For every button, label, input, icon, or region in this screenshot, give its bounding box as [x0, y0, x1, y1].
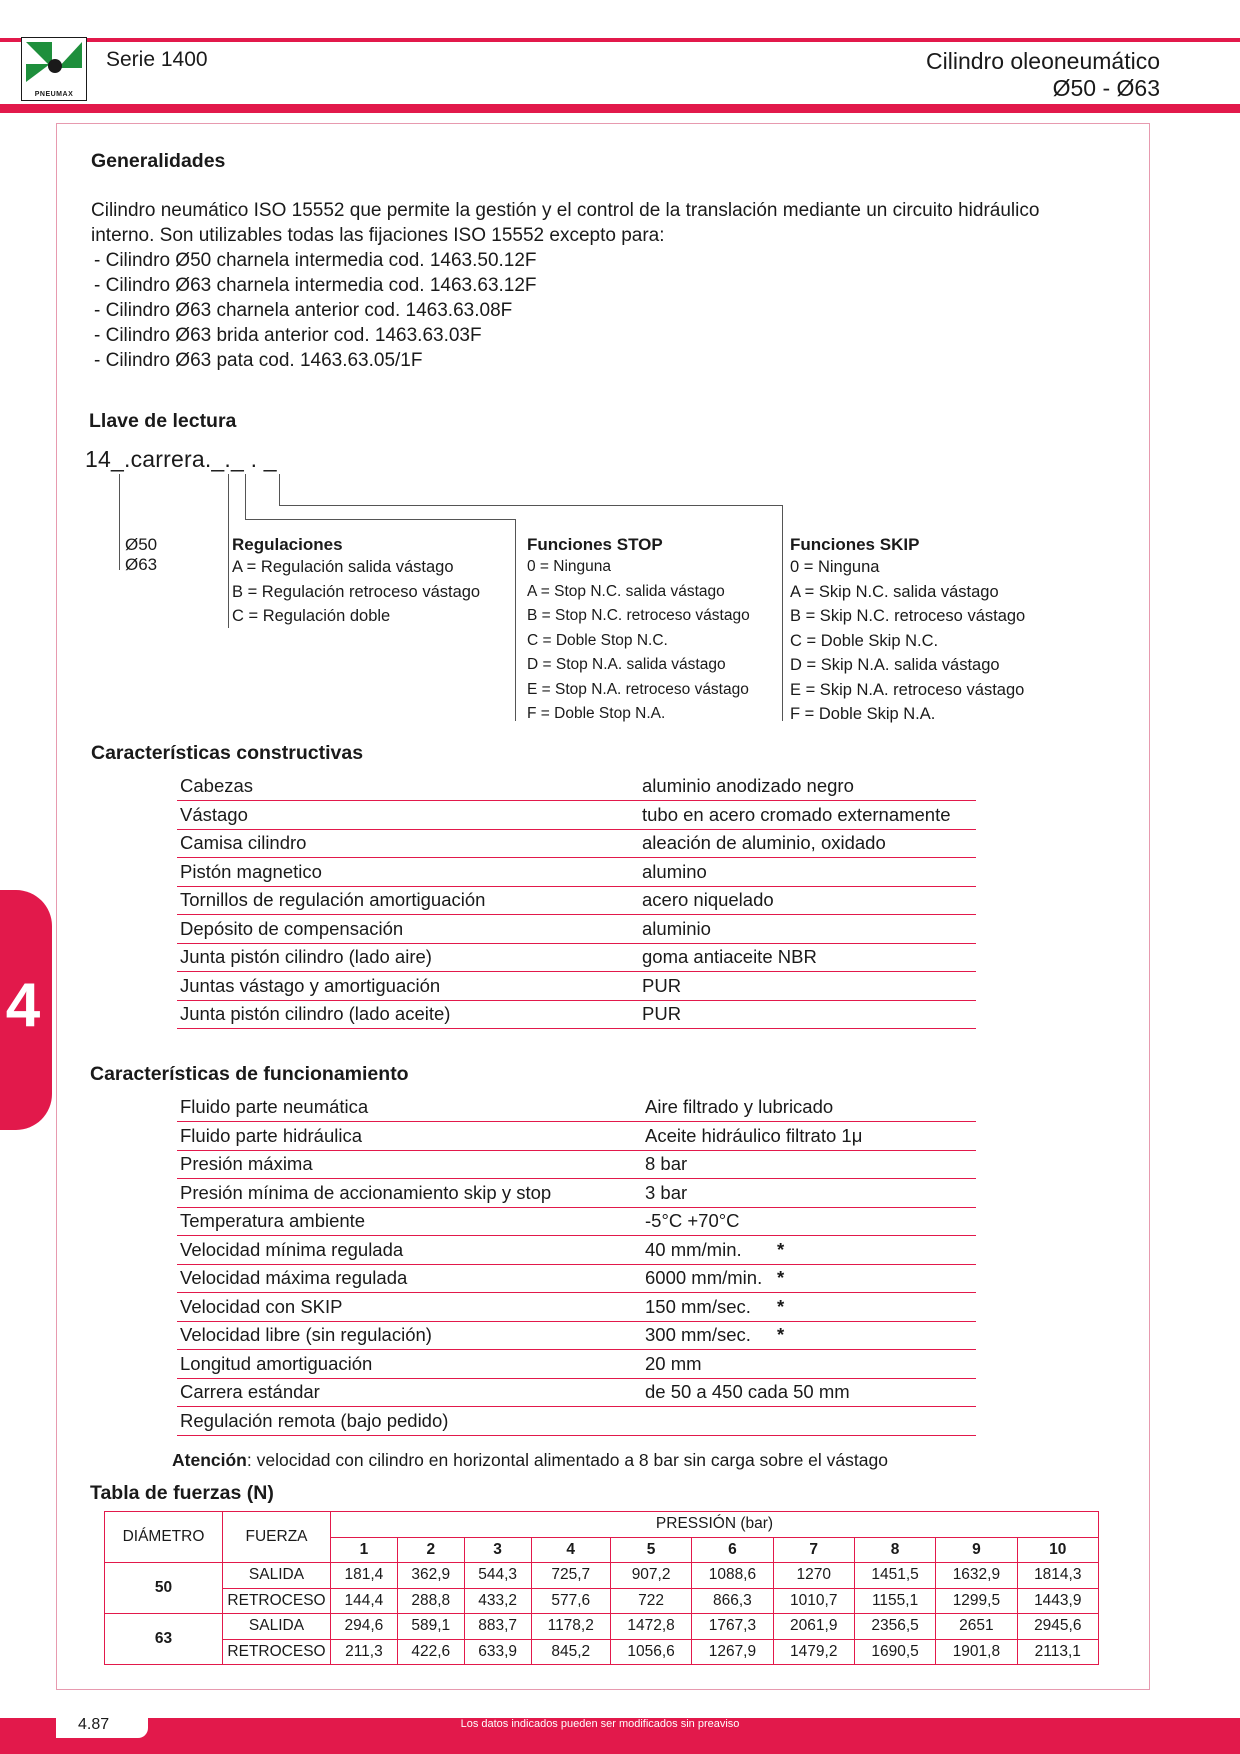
funcionamiento-table — [177, 1093, 976, 1436]
pressure-header: 1 — [331, 1537, 398, 1563]
footnote-mark: * — [774, 1236, 976, 1265]
diameter-option: Ø50 — [125, 535, 158, 554]
force-value-cell: 1901,8 — [936, 1639, 1017, 1665]
footer-note: Los datos indicados pueden ser modificados sin preaviso — [460, 1718, 740, 1730]
force-value-cell: 144,4 — [331, 1588, 398, 1614]
table-row — [177, 1179, 976, 1208]
page-subtitle: Ø50 - Ø63 — [1052, 75, 1160, 101]
spec-value: tubo en acero cromado externamente — [639, 801, 976, 830]
table-row — [177, 886, 976, 915]
table-row — [105, 1614, 1099, 1640]
pressure-header: 2 — [397, 1537, 464, 1563]
force-value-cell: 1010,7 — [773, 1588, 854, 1614]
force-value-cell: 181,4 — [331, 1563, 398, 1589]
stop-column — [527, 535, 750, 727]
force-table-body — [105, 1563, 1099, 1665]
spec-label: Vástago — [177, 801, 639, 830]
force-type-cell: SALIDA — [223, 1563, 331, 1589]
regulaciones-option: C = Regulación doble — [232, 607, 391, 625]
table-row — [177, 829, 976, 858]
force-value-cell: 2945,6 — [1017, 1614, 1098, 1640]
force-value-cell: 544,3 — [464, 1563, 531, 1589]
col-header-diametro: DIÁMETRO — [105, 1512, 223, 1563]
force-value-cell: 907,2 — [610, 1563, 691, 1589]
series-label: Serie 1400 — [106, 48, 208, 71]
logo-text: PNEUMAX — [34, 91, 74, 98]
spec-label: Velocidad con SKIP — [177, 1293, 642, 1322]
pressure-header: 7 — [773, 1537, 854, 1563]
spec-value: aluminio anodizado negro — [639, 772, 976, 801]
spec-value: aluminio — [639, 915, 976, 944]
footnote-mark: * — [774, 1293, 976, 1322]
force-value-cell: 1451,5 — [854, 1563, 935, 1589]
pressure-header: 8 — [854, 1537, 935, 1563]
force-value-cell: 1178,2 — [531, 1614, 610, 1640]
col-header-fuerza: FUERZA — [223, 1512, 331, 1563]
table-row — [177, 943, 976, 972]
table-row — [177, 772, 976, 801]
spec-label: Regulación remota (bajo pedido) — [177, 1407, 642, 1436]
table-row — [177, 1000, 976, 1029]
footnote-mark: * — [774, 1321, 976, 1350]
regulaciones-option: A = Regulación salida vástago — [232, 558, 454, 576]
force-value-cell: 362,9 — [397, 1563, 464, 1589]
spec-value: 8 bar — [642, 1150, 976, 1179]
spec-label: Carrera estándar — [177, 1378, 642, 1407]
force-value-cell: 725,7 — [531, 1563, 610, 1589]
table-row — [177, 1122, 976, 1151]
table-header-row — [105, 1512, 1099, 1538]
spec-label: Velocidad libre (sin regulación) — [177, 1321, 642, 1350]
pressure-header: 9 — [936, 1537, 1017, 1563]
generalidades-paragraph: Cilindro neumático ISO 15552 que permite la gestión y el control de la translación mediante un circuito hidráulico interno. Son utilizables todas las fijaciones ISO 15552 excepto para: — [91, 200, 1040, 246]
chapter-tab — [0, 890, 52, 1130]
spec-value: -5°C +70°C — [642, 1207, 976, 1236]
spec-label: Temperatura ambiente — [177, 1207, 642, 1236]
force-value-cell: 1472,8 — [610, 1614, 691, 1640]
force-value-cell: 1690,5 — [854, 1639, 935, 1665]
table-row — [177, 801, 976, 830]
force-value-cell: 2113,1 — [1017, 1639, 1098, 1665]
page-title: Cilindro oleoneumático — [926, 48, 1160, 74]
wire-stop-h — [245, 519, 516, 520]
table-row — [177, 1378, 976, 1407]
spec-label: Fluido parte hidráulica — [177, 1122, 642, 1151]
spec-value: Aire filtrado y lubricado — [642, 1093, 976, 1122]
wire-skip-v — [279, 474, 280, 506]
skip-option: A = Skip N.C. salida vástago — [790, 582, 999, 601]
diameter-options — [125, 533, 157, 577]
pneumax-logo — [21, 37, 87, 101]
table-row — [177, 972, 976, 1001]
spec-value: 6000 mm/min. — [642, 1264, 774, 1293]
pressure-header: 3 — [464, 1537, 531, 1563]
table-row — [177, 1321, 976, 1350]
force-value-cell: 577,6 — [531, 1588, 610, 1614]
table-row — [177, 1264, 976, 1293]
skip-option: D = Skip N.A. salida vástago — [790, 656, 1000, 674]
table-row — [105, 1588, 1099, 1614]
force-value-cell: 1056,6 — [610, 1639, 691, 1665]
funcionamiento-heading: Características de funcionamiento — [90, 1063, 409, 1085]
wire-skip-drop — [782, 505, 783, 721]
force-value-cell: 1479,2 — [773, 1639, 854, 1665]
spec-value: PUR — [639, 972, 976, 1001]
stop-option: 0 = Ninguna — [527, 558, 612, 575]
spec-label: Velocidad máxima regulada — [177, 1264, 642, 1293]
footnote-mark: * — [774, 1264, 976, 1293]
force-value-cell: 211,3 — [331, 1639, 398, 1665]
skip-title: Funciones SKIP — [790, 535, 920, 554]
chapter-number: 4 — [5, 971, 41, 1040]
force-value-cell: 1299,5 — [936, 1588, 1017, 1614]
spec-label: Pistón magnetico — [177, 858, 639, 887]
list-item: - Cilindro Ø63 pata cod. 1463.63.05/1F — [94, 350, 423, 371]
force-value-cell: 2651 — [936, 1614, 1017, 1640]
table-row — [177, 1350, 976, 1379]
table-row — [177, 1150, 976, 1179]
regulaciones-column — [232, 535, 480, 629]
wire-regulaciones — [228, 474, 229, 628]
spec-label: Cabezas — [177, 772, 639, 801]
list-item: - Cilindro Ø63 charnela anterior cod. 1463.63.08F — [94, 300, 513, 321]
order-code: 14_.carrera._._ . _ — [85, 446, 277, 472]
diameter-cell: 50 — [105, 1563, 223, 1614]
force-value-cell: 1443,9 — [1017, 1588, 1098, 1614]
skip-option: F = Doble Skip N.A. — [790, 705, 936, 723]
force-value-cell: 294,6 — [331, 1614, 398, 1640]
table-row — [177, 1093, 976, 1122]
stop-option: F = Doble Stop N.A. — [527, 705, 666, 722]
force-value-cell: 883,7 — [464, 1614, 531, 1640]
pressure-header: 6 — [692, 1537, 773, 1563]
spec-label: Fluido parte neumática — [177, 1093, 642, 1122]
page-number: 4.87 — [78, 1716, 110, 1733]
pressure-header: 4 — [531, 1537, 610, 1563]
force-value-cell: 1088,6 — [692, 1563, 773, 1589]
stop-option: B = Stop N.C. retroceso vástago — [527, 607, 750, 624]
force-value-cell: 1632,9 — [936, 1563, 1017, 1589]
skip-column — [790, 535, 1025, 727]
logo-mark-icon — [22, 38, 86, 88]
force-type-cell: RETROCESO — [223, 1588, 331, 1614]
force-value-cell: 2061,9 — [773, 1614, 854, 1640]
table-row — [177, 1293, 976, 1322]
spec-label: Junta pistón cilindro (lado aire) — [177, 943, 639, 972]
spec-value: 150 mm/sec. — [642, 1293, 774, 1322]
table-row — [105, 1639, 1099, 1665]
force-table — [104, 1511, 1099, 1665]
wire-stop-v — [245, 474, 246, 520]
table-row — [105, 1563, 1099, 1589]
skip-option: 0 = Ninguna — [790, 558, 880, 576]
skip-option: C = Doble Skip N.C. — [790, 631, 939, 650]
force-value-cell: 433,2 — [464, 1588, 531, 1614]
stop-option: D = Stop N.A. salida vástago — [527, 656, 726, 673]
force-value-cell: 722 — [610, 1588, 691, 1614]
wire-skip-h — [279, 505, 783, 506]
stop-title: Funciones STOP — [527, 535, 663, 554]
diameter-option: Ø63 — [125, 554, 158, 574]
spec-label: Depósito de compensación — [177, 915, 639, 944]
spec-label: Junta pistón cilindro (lado aceite) — [177, 1000, 639, 1029]
force-value-cell: 1814,3 — [1017, 1563, 1098, 1589]
force-value-cell: 288,8 — [397, 1588, 464, 1614]
force-value-cell: 2356,5 — [854, 1614, 935, 1640]
generalidades-list — [94, 248, 537, 373]
pressure-header: 5 — [610, 1537, 691, 1563]
force-value-cell: 1270 — [773, 1563, 854, 1589]
stop-option: A = Stop N.C. salida vástago — [527, 582, 725, 600]
regulaciones-title: Regulaciones — [232, 535, 343, 554]
table-row — [177, 1236, 976, 1265]
force-value-cell: 845,2 — [531, 1639, 610, 1665]
spec-value: aleación de aluminio, oxidado — [639, 829, 976, 858]
stop-option: E = Stop N.A. retroceso vástago — [527, 680, 749, 698]
force-value-cell: 866,3 — [692, 1588, 773, 1614]
wire-stop-drop — [515, 519, 516, 721]
spec-value: acero niquelado — [639, 886, 976, 915]
spec-value: PUR — [639, 1000, 976, 1029]
table-row — [177, 1407, 976, 1436]
list-item: - Cilindro Ø63 charnela intermedia cod. 1463.63.12F — [94, 275, 537, 296]
force-value-cell: 589,1 — [397, 1614, 464, 1640]
skip-option: B = Skip N.C. retroceso vástago — [790, 607, 1026, 625]
llave-heading: Llave de lectura — [89, 410, 237, 432]
spec-value: de 50 a 450 cada 50 mm — [642, 1378, 976, 1407]
skip-option: E = Skip N.A. retroceso vástago — [790, 680, 1025, 699]
table-row — [177, 915, 976, 944]
spec-value: 20 mm — [642, 1350, 976, 1379]
spec-label: Tornillos de regulación amortiguación — [177, 886, 639, 915]
regulaciones-option: B = Regulación retroceso vástago — [232, 582, 481, 601]
spec-value: alumino — [639, 858, 976, 887]
force-value-cell: 422,6 — [397, 1639, 464, 1665]
spec-value: 40 mm/min. — [642, 1236, 774, 1265]
col-header-presion: PRESSIÓN (bar) — [331, 1512, 1099, 1538]
wire-diameter — [119, 474, 120, 570]
force-value-cell: 1767,3 — [692, 1614, 773, 1640]
spec-label: Longitud amortiguación — [177, 1350, 642, 1379]
force-type-cell: SALIDA — [223, 1614, 331, 1640]
spec-value: Aceite hidráulico filtrato 1μ — [642, 1122, 976, 1151]
fuerzas-heading: Tabla de fuerzas (N) — [90, 1482, 274, 1504]
attention-note — [172, 1450, 888, 1471]
spec-label: Presión mínima de accionamiento skip y stop — [177, 1179, 642, 1208]
constructivas-table — [177, 772, 976, 1029]
force-type-cell: RETROCESO — [223, 1639, 331, 1665]
spec-value: 3 bar — [642, 1179, 976, 1208]
spec-value: goma antiaceite NBR — [639, 943, 976, 972]
header-top-line — [0, 38, 1240, 42]
spec-label: Camisa cilindro — [177, 829, 639, 858]
spec-label: Presión máxima — [177, 1150, 642, 1179]
list-item: - Cilindro Ø50 charnela intermedia cod. 1463.50.12F — [94, 250, 537, 271]
force-value-cell: 633,9 — [464, 1639, 531, 1665]
diameter-cell: 63 — [105, 1614, 223, 1665]
pressure-header: 10 — [1017, 1537, 1098, 1563]
spec-value: 300 mm/sec. — [642, 1321, 774, 1350]
spec-label: Juntas vástago y amortiguación — [177, 972, 639, 1001]
force-value-cell: 1155,1 — [854, 1588, 935, 1614]
attention-label: Atención — [172, 1450, 247, 1470]
constructivas-heading: Características constructivas — [91, 742, 364, 764]
generalidades-heading: Generalidades — [91, 150, 226, 172]
spec-label: Velocidad mínima regulada — [177, 1236, 642, 1265]
header-bottom-line — [0, 104, 1240, 113]
table-row — [177, 1207, 976, 1236]
attention-text: : velocidad con cilindro en horizontal alimentado a 8 bar sin carga sobre el vástago — [246, 1450, 888, 1470]
table-row — [177, 858, 976, 887]
spec-value — [642, 1407, 976, 1436]
list-item: - Cilindro Ø63 brida anterior cod. 1463.63.03F — [94, 325, 482, 346]
force-value-cell: 1267,9 — [692, 1639, 773, 1665]
stop-option: C = Doble Stop N.C. — [527, 631, 668, 649]
